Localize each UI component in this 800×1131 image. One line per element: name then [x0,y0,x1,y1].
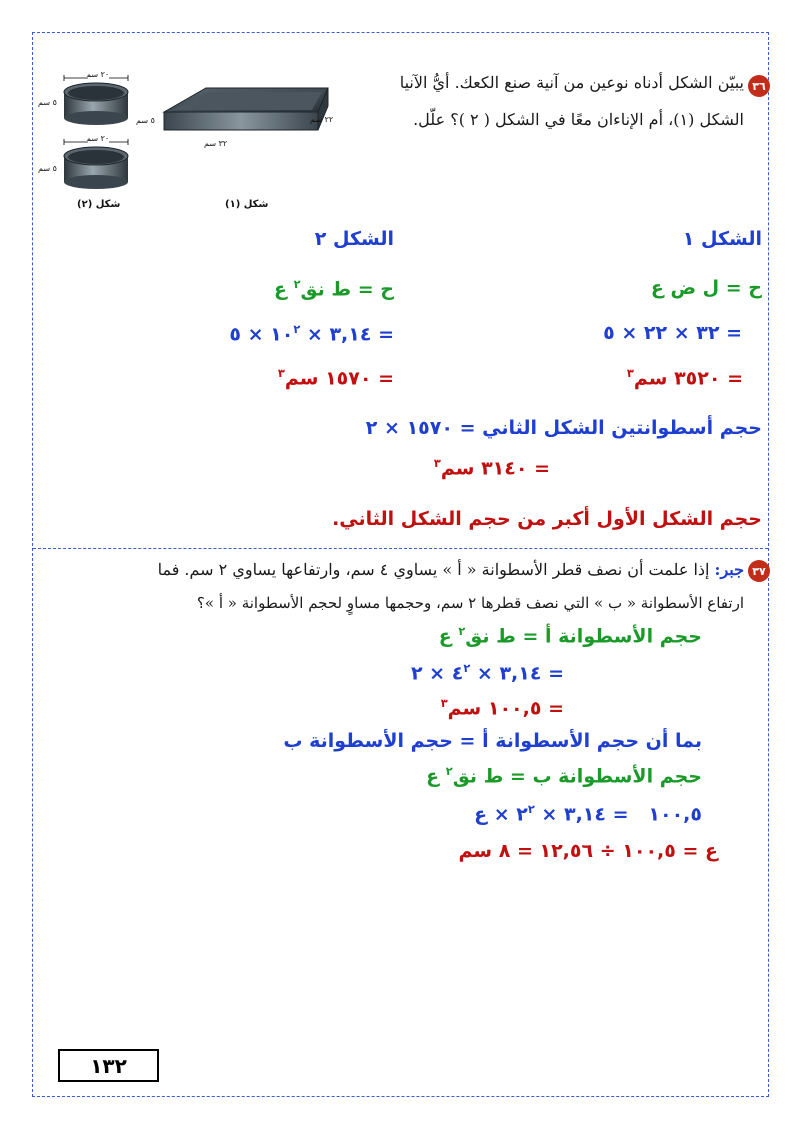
section-divider [33,548,768,549]
cylinder-b-formula: حجم الأسطوانة ب = ط نق$^٢$ ع [426,764,702,788]
shape1-step: = ٣٢ × ٢٢ × ٥ [603,322,742,344]
shape2-result: = ١٥٧٠ سم$^٣$ [277,366,394,390]
question-36-line2: الشكل (١)، أم الإناءان معًا في الشكل ( ٢ )؟ علّل. [413,110,744,129]
shape2-formula: ح = ط نق$^٢$ ع [274,277,394,301]
shape1-result: = ٣٥٢٠ سم$^٣$ [626,366,743,390]
fig2-bottom-diameter-label: ٢٠ سم [86,134,110,143]
fig1-height-label: ٥ سم [136,116,155,125]
cylinder-a-formula: حجم الأسطوانة أ = ط نق$^٢$ ع [438,624,702,648]
question-37-line2: ارتفاع الأسطوانة « ب » التي نصف قطرها ٢ سم، وحجمها مساوٍ لحجم الأسطوانة « أ »؟ [196,594,744,612]
fig2-caption: شكل (٢) [77,199,121,210]
shape2-step: = ٣,١٤ × $١٠^٢$ × ٥ [229,322,394,346]
two-cylinders-volume: حجم أسطوانتين الشكل الثاني = ١٥٧٠ × ٢ [365,417,762,439]
shape2-title: الشكل ٢ [314,228,394,250]
page-number-box [58,1049,159,1082]
fig1-width-label: ٢٢ سم [310,115,334,124]
fig2-top-height-label: ٥ سم [38,98,57,107]
question-36-badge: ٣٦ [748,75,770,97]
fig1-caption: شكل (١) [225,199,269,210]
question-37-line1: جبر: إذا علمت أن نصف قطر الأسطوانة « أ » يساوي ٤ سم، وارتفاعها يساوي ٢ سم. فما [157,560,744,579]
cylinder-a-step: = ٣,١٤ × $٤^٢$ × ٢ [410,661,564,685]
question-36-line1: يبيّن الشكل أدناه نوعين من آنية صنع الكعك. أيُّ الآنيا [399,73,744,92]
shape1-title: الشكل ١ [682,228,762,250]
conclusion: حجم الشكل الأول أكبر من حجم الشكل الثاني. [332,508,762,530]
fig1-length-label: ٣٢ سم [204,139,228,148]
shape1-formula: ح = ل ض ع [650,277,762,299]
cylinder-a-result: = ١٠٠,٥ سم$^٣$ [440,696,564,720]
fig2-bottom-height-label: ٥ سم [38,164,57,173]
cylinder-b-step: ١٠٠,٥ = ٣,١٤ × $٢^٢$ × ع [474,802,702,826]
two-cylinders-result: = ٣١٤٠ سم$^٣$ [433,456,550,480]
equal-volumes-statement: بما أن حجم الأسطوانة أ = حجم الأسطوانة ب [283,730,702,752]
fig2-top-diameter-label: ٢٠ سم [86,70,110,79]
page-number: ١٣٢ [90,1053,127,1078]
question-37-badge: ٣٧ [748,560,770,582]
cylinder-b-height-result: ع = ١٠٠,٥ ÷ ١٢,٥٦ = ٨ سم [458,840,718,862]
